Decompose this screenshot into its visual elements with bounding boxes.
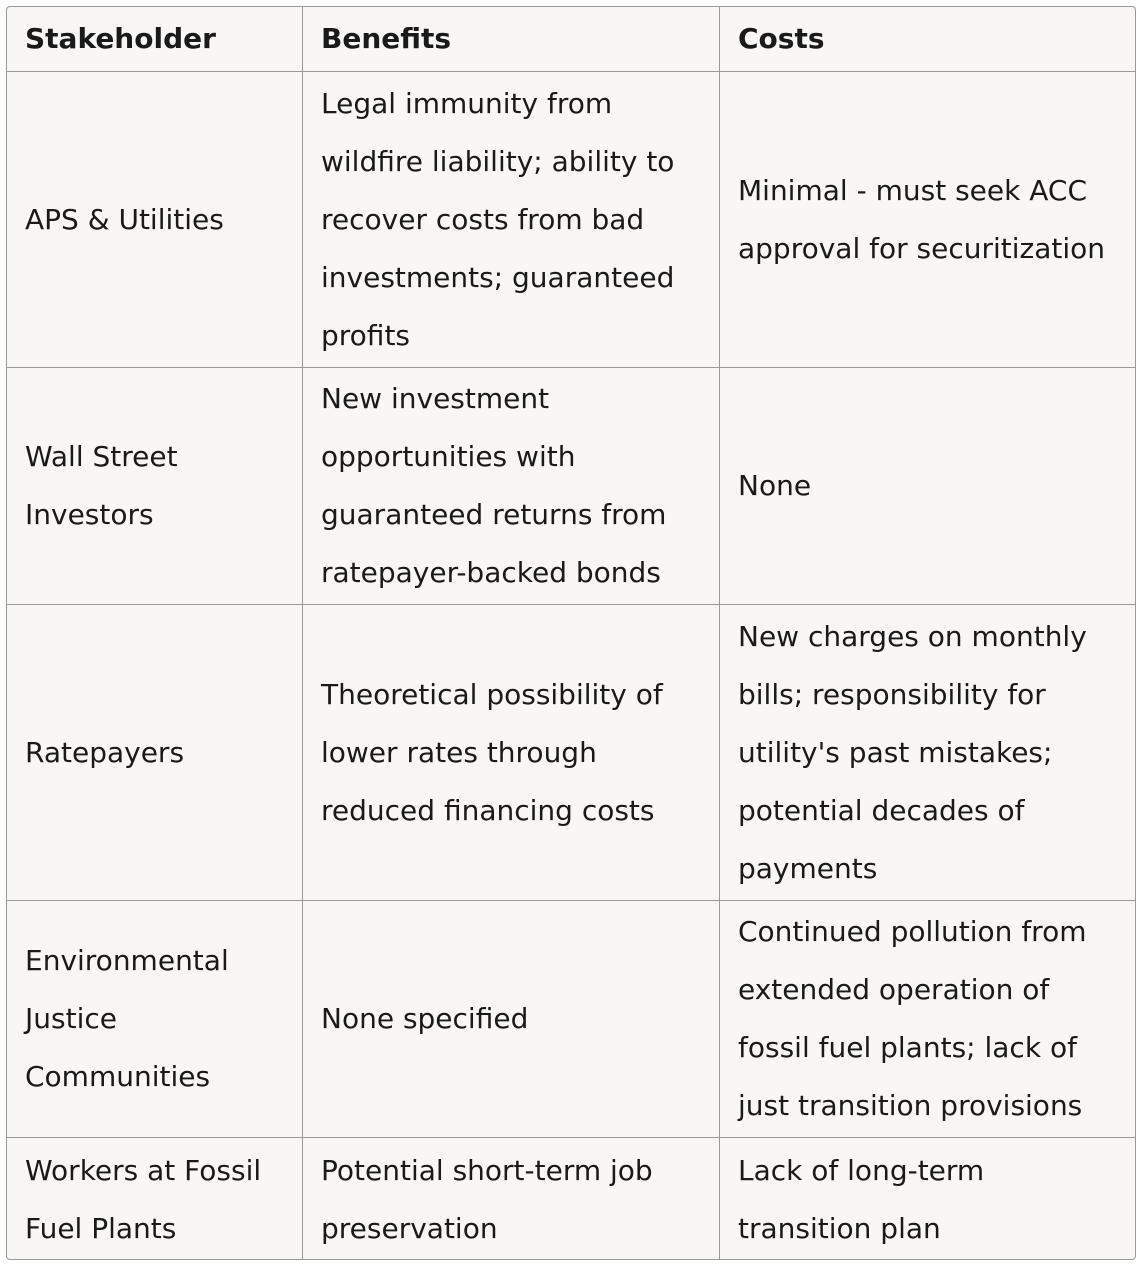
table-header-row: [7, 7, 1137, 72]
cell-benefits: Legal immunity from wildfire liability; ability to recover costs from bad investments; guaranteed profits: [303, 72, 720, 368]
cell-benefits: None specified: [303, 901, 720, 1138]
cell-stakeholder: Ratepayers: [7, 605, 303, 901]
header-benefits: Benefits: [303, 7, 720, 72]
table-row: [7, 72, 1137, 368]
cell-stakeholder: Environmental Justice Communities: [7, 901, 303, 1138]
cell-stakeholder: APS & Utilities: [7, 72, 303, 368]
cell-stakeholder: Workers at Fossil Fuel Plants: [7, 1138, 303, 1261]
cell-costs: New charges on monthly bills; responsibility for utility's past mistakes; potential decades of payments: [720, 605, 1137, 901]
table-row: [7, 901, 1137, 1138]
stakeholder-table-container: [6, 6, 1136, 1260]
table-row: [7, 605, 1137, 901]
cell-costs: Continued pollution from extended operation of fossil fuel plants; lack of just transition provisions: [720, 901, 1137, 1138]
cell-benefits: New investment opportunities with guaranteed returns from ratepayer-backed bonds: [303, 368, 720, 605]
cell-costs: Minimal - must seek ACC approval for securitization: [720, 72, 1137, 368]
header-stakeholder: Stakeholder: [7, 7, 303, 72]
cell-benefits: Potential short-term job preservation: [303, 1138, 720, 1261]
cell-costs: Lack of long-term transition plan: [720, 1138, 1137, 1261]
cell-costs: None: [720, 368, 1137, 605]
stakeholder-table: [6, 6, 1136, 1260]
cell-benefits: Theoretical possibility of lower rates through reduced financing costs: [303, 605, 720, 901]
table-row: [7, 1138, 1137, 1261]
table-row: [7, 368, 1137, 605]
header-costs: Costs: [720, 7, 1137, 72]
cell-stakeholder: Wall Street Investors: [7, 368, 303, 605]
